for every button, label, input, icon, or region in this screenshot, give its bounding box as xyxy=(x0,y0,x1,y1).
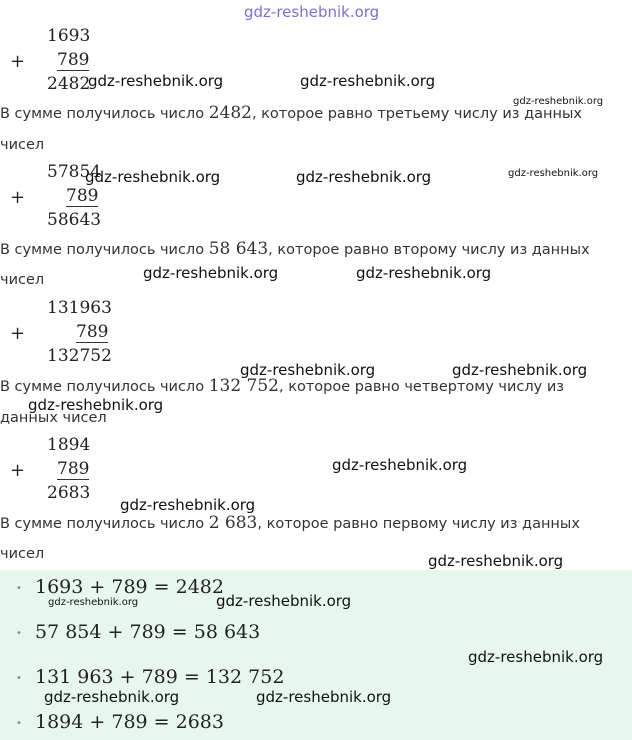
sentence-2-number: 58 643 xyxy=(208,239,269,259)
column-4-top-number: 1894 xyxy=(47,435,91,455)
column-4-result: 2683 xyxy=(47,483,91,503)
watermark-small: gdz-reshebnik.org xyxy=(508,168,599,179)
watermark: gdz-reshebnik.org xyxy=(468,648,604,666)
sentence-2-post: , которое равно второму числу из данных xyxy=(268,242,590,258)
summary-equation-1: 1693 + 789 = 2482 xyxy=(35,576,224,598)
sentence-2 xyxy=(0,239,590,259)
watermark: gdz-reshebnik.org xyxy=(216,592,352,610)
column-3-result: 132752 xyxy=(47,346,112,366)
watermark: gdz-reshebnik.org xyxy=(44,688,180,706)
column-1-top-number: 1693 xyxy=(47,26,91,46)
sentence-4-number: 2 683 xyxy=(208,513,258,533)
watermark: gdz-reshebnik.org xyxy=(120,496,256,514)
column-1-result: 2482 xyxy=(47,74,91,94)
column-2-plus-sign: + xyxy=(10,187,26,208)
sentence-4-pre: В сумме получилось число xyxy=(0,516,209,532)
sentence-3-number: 132 752 xyxy=(208,376,279,396)
column-2-addend: 789 xyxy=(66,186,99,206)
sentence-3 xyxy=(0,376,564,396)
sentence-2-pre: В сумме получилось число xyxy=(0,242,209,258)
watermark: gdz-reshebnik.org xyxy=(428,552,564,570)
summary-bullet-4: • xyxy=(16,718,22,729)
sentence-1-number: 2482 xyxy=(208,103,252,123)
summary-equation-2: 57 854 + 789 = 58 643 xyxy=(35,621,261,643)
column-3-addend: 789 xyxy=(76,322,109,342)
column-2-top-number: 57854 xyxy=(47,162,102,182)
column-3-plus-sign: + xyxy=(10,323,26,344)
sentence-4-post: , которое равно первому числу из данных xyxy=(257,516,580,532)
summary-bullet-1: • xyxy=(16,583,22,594)
watermark: gdz-reshebnik.org xyxy=(332,456,468,474)
sentence-1-continuation: чисел xyxy=(0,137,45,153)
column-4-addend: 789 xyxy=(57,459,90,479)
sentence-3-post: , которое равно четвертому числу из xyxy=(279,379,564,395)
watermark-top: gdz-reshebnik.org xyxy=(244,3,380,21)
watermark: gdz-reshebnik.org xyxy=(28,396,164,414)
watermark: gdz-reshebnik.org xyxy=(240,361,376,379)
summary-bullet-2: • xyxy=(16,628,22,639)
watermark: gdz-reshebnik.org xyxy=(452,361,588,379)
summary-equation-4: 1894 + 789 = 2683 xyxy=(35,711,224,733)
sentence-1-pre: В сумме получилось число xyxy=(0,106,209,122)
sentence-4 xyxy=(0,513,580,533)
column-1-plus-sign: + xyxy=(10,51,26,72)
watermark: gdz-reshebnik.org xyxy=(143,264,279,282)
watermark: gdz-reshebnik.org xyxy=(88,72,224,90)
watermark-small: gdz-reshebnik.org xyxy=(513,96,604,107)
summary-equation-3: 131 963 + 789 = 132 752 xyxy=(35,666,285,688)
sentence-1-post: , которое равно третьему числу из данных xyxy=(251,106,582,122)
sentence-4-continuation: чисел xyxy=(0,546,45,562)
watermark: gdz-reshebnik.org xyxy=(85,168,221,186)
sentence-2-continuation: чисел xyxy=(0,272,45,288)
summary-bullet-3: • xyxy=(16,673,22,684)
sentence-3-pre: В сумме получилось число xyxy=(0,379,209,395)
watermark: gdz-reshebnik.org xyxy=(356,264,492,282)
column-4-plus-sign: + xyxy=(10,460,26,481)
column-3-top-number: 131963 xyxy=(47,298,112,318)
column-1-addend: 789 xyxy=(57,50,90,70)
sentence-1 xyxy=(0,103,582,123)
watermark: gdz-reshebnik.org xyxy=(300,72,436,90)
watermark: gdz-reshebnik.org xyxy=(256,688,392,706)
sentence-3-continuation: данных чисел xyxy=(0,410,107,426)
watermark-small: gdz-reshebnik.org xyxy=(48,597,139,608)
column-2-result: 58643 xyxy=(47,210,102,230)
watermark: gdz-reshebnik.org xyxy=(296,168,432,186)
